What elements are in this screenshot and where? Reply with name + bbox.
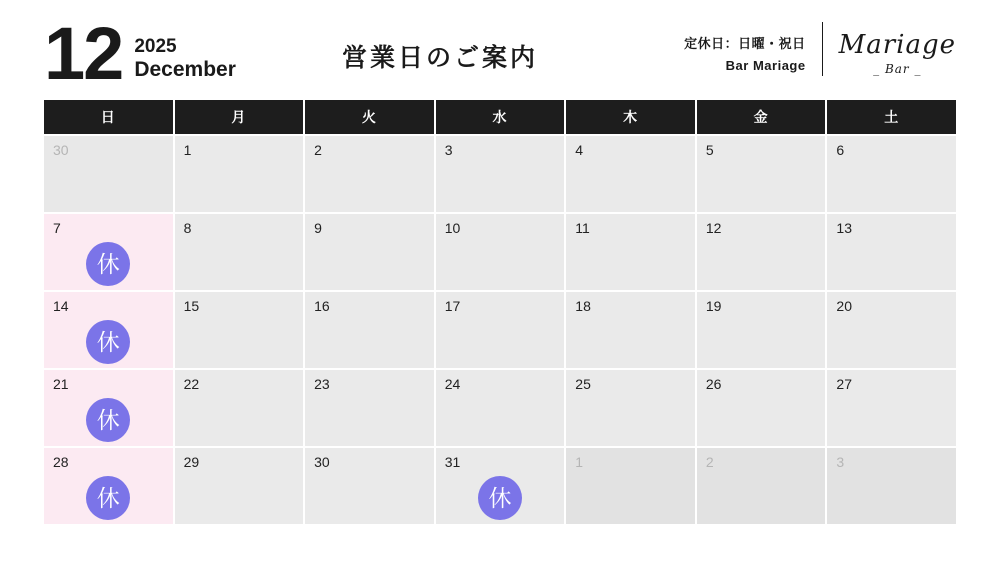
calendar-day-cell [697,136,826,212]
calendar-day-cell [697,370,826,446]
calendar-weeks [44,136,956,524]
day-number: 5 [705,142,714,158]
weekday-header-1: 月 [175,100,304,134]
day-number: 19 [705,298,722,314]
calendar-day-cell [566,370,695,446]
day-number: 3 [444,142,453,158]
day-number: 12 [705,220,722,236]
calendar-day-cell [566,136,695,212]
weekday-header-0: 日 [44,100,173,134]
calendar-week-row [44,370,956,446]
day-number: 10 [444,220,461,236]
weekday-header-2: 火 [305,100,434,134]
day-number: 7 [53,220,61,236]
calendar-day-cell [305,136,434,212]
vertical-divider [822,22,823,76]
day-number: 2 [314,142,322,158]
day-number: 24 [444,376,461,392]
day-number: 2 [705,454,714,470]
calendar-day-cell [436,136,565,212]
day-number: 31 [444,454,461,470]
calendar-day-cell [827,292,956,368]
day-number: 30 [314,454,330,470]
calendar-day-cell [175,448,304,524]
day-number: 23 [314,376,330,392]
calendar-day-cell [175,136,304,212]
day-number: 17 [444,298,461,314]
calendar-day-cell [44,214,173,290]
day-number: 1 [183,142,192,158]
calendar-day-cell [44,136,173,212]
regular-holiday-note: 定休日：日曜・祝日 [684,35,806,51]
calendar-day-cell [697,214,826,290]
day-number: 21 [53,376,69,392]
day-number: 11 [575,220,590,236]
weekday-header-3: 水 [436,100,565,134]
closed-day-badge: 休 [478,476,522,520]
month-english-label: December [134,57,236,81]
calendar-day-cell [305,448,434,524]
weekday-header-6: 土 [827,100,956,134]
closed-day-badge: 休 [86,476,130,520]
calendar-day-cell [305,292,434,368]
weekday-header-4: 木 [566,100,695,134]
day-number: 4 [575,142,584,158]
closed-day-badge: 休 [86,320,130,364]
calendar-day-cell [44,292,173,368]
logo-sub-text: _ Bar _ [873,62,922,76]
calendar-week-row [44,448,956,524]
calendar-week-row [44,136,956,212]
calendar-day-cell [827,448,956,524]
weekday-header-row [44,100,956,134]
page-header [44,0,956,96]
calendar-grid [44,100,956,524]
day-number: 1 [575,454,584,470]
calendar-day-cell [827,370,956,446]
calendar-day-cell [436,214,565,290]
calendar-day-cell [566,448,695,524]
day-number: 14 [53,298,69,314]
calendar-day-cell [697,292,826,368]
day-number: 28 [53,454,69,470]
calendar-day-cell [827,136,956,212]
logo-main-text: Mariage [838,30,956,60]
calendar-day-cell [44,448,173,524]
calendar-day-cell [175,292,304,368]
brand-logo [839,32,956,78]
calendar-day-cell [697,448,826,524]
day-number: 16 [314,298,330,314]
day-number: 3 [836,454,845,470]
calendar-day-cell [436,448,565,524]
closed-day-badge: 休 [86,398,130,442]
calendar-day-cell [566,292,695,368]
year-label: 2025 [134,36,177,58]
day-number: 8 [183,220,192,236]
month-number: 12 [44,12,123,96]
calendar-day-cell [827,214,956,290]
closed-day-badge: 休 [86,242,130,286]
day-number: 6 [836,142,845,158]
day-number: 27 [836,376,852,392]
calendar-day-cell [44,370,173,446]
closed-days-notes [684,33,806,79]
calendar-day-cell [436,370,565,446]
day-number: 9 [314,220,322,236]
day-number: 13 [836,220,852,236]
calendar-day-cell [175,370,304,446]
page-title: 営業日のご案内 [341,44,538,72]
calendar-day-cell [175,214,304,290]
day-number: 26 [705,376,722,392]
weekday-header-5: 金 [697,100,826,134]
calendar-week-row [44,292,956,368]
day-number: 25 [575,376,591,392]
calendar-day-cell [566,214,695,290]
day-number: 20 [836,298,852,314]
calendar-day-cell [436,292,565,368]
calendar-week-row [44,214,956,290]
day-number: 15 [183,298,200,314]
day-number: 30 [53,142,69,158]
shop-name-note: Bar Mariage [725,58,806,74]
day-number: 29 [183,454,200,470]
day-number: 22 [183,376,200,392]
day-number: 18 [575,298,591,314]
year-month-en [134,36,236,86]
month-block [44,12,236,96]
calendar-day-cell [305,214,434,290]
header-right-block [684,22,956,86]
title-block [236,38,684,86]
calendar-day-cell [305,370,434,446]
